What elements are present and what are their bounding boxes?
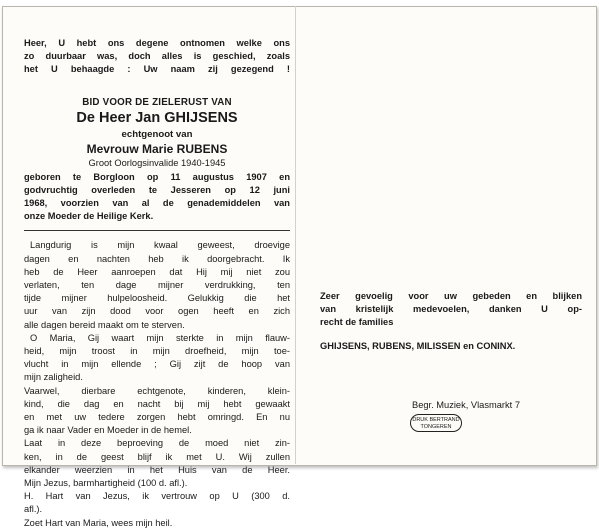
text-line: uur van zijn dood voor ogen heeft en zich [24,306,290,317]
prayer-line: zo duurbaar was, doch alles is geschied, zoals [24,51,290,62]
text-line: dagen en nachten heb ik doorgebracht. Ik [24,253,290,264]
text-line: mijn zaligheid. [24,372,83,383]
birth-line: geboren te Borgloon op 11 augustus 1907 en [24,171,290,182]
text-line: tijde mijner hulpeloosheid. Gelukkig die het [24,293,290,304]
right-panel [320,290,582,353]
divider [24,230,290,231]
text-line: verlaten, ten dage mijner verdrukking, ten [24,280,290,291]
spouse-name: Mevrouw Marie RUBENS [86,141,228,156]
text-line: elkander weerzien in het Huis van de Heer. [24,464,290,475]
deceased-name: De Heer Jan GHIJSENS [76,109,238,126]
birth-line: godvruchtig overleden te Jesseren op 12 juni [24,184,290,195]
prayer-line: het U behaagde : Uw naam zij gezegend ! [24,64,290,75]
text-line: vlucht in mijn ellende ; Gij zijt de hoop van [24,359,290,370]
memorial-header [24,97,290,168]
text-line: kind, die dag en nacht bij mij hebt gewaakt [24,398,290,409]
memorial-text [24,239,290,529]
birth-death-details [24,171,290,224]
text-line: heid, mijn troost in mijn droefheid, mijn toe- [24,346,290,357]
left-panel [24,37,290,530]
spouse-label: echtgenoot van [121,128,193,140]
text-line: Zoet Hart van Maria, wees mijn heil. [24,517,173,528]
stamp-line: DRUK BERTRAND [412,417,460,423]
family-names: GHIJSENS, RUBENS, MILISSEN en CONINX. [320,340,516,351]
text-line: Vaarwel, dierbare echtgenote, kinderen, klein- [24,385,290,396]
text-line: ken, in de geest blijf ik met U. Wij zullen [24,451,290,462]
text-line: Laat in deze beproeving de moed niet zin- [24,438,290,449]
text-line: H. Hart van Jezus, ik vertrouw op U (300 d. [24,491,290,502]
thanks-line: van kristelijk medevoelen, danken U op- [320,304,582,315]
thanks-line: recht de families [320,317,394,328]
text-line: alle dagen bereid maakt om te sterven. [24,319,185,330]
deceased-title: Groot Oorlogsinvalide 1940-1945 [88,157,226,168]
prayer-line: Heer, U hebt ons degene ontnomen welke ons [24,38,290,48]
printer-stamp [410,414,462,432]
opening-prayer [24,37,290,77]
text-line: en met uw tedere zorgen hebt omringd. En nu [24,412,290,423]
text-line: afl.). [24,504,43,515]
bid-heading: BID VOOR DE ZIELERUST VAN [82,96,232,108]
card-fold-line [295,6,296,464]
text-line: Mijn Jezus, barmhartigheid (100 d. afl.). [24,478,188,489]
birth-line: 1968, voorzien van al de genademiddelen van [24,198,290,209]
text-line: ga ik naar Vader en Moeder in de hemel. [24,425,192,436]
birth-line: onze Moeder de Heilige Kerk. [24,211,154,222]
stamp-line: TONGEREN [420,424,452,430]
text-line: Langdurig is mijn kwaal geweest, droevige [30,240,290,251]
thanks-message [320,290,582,330]
thanks-line: Zeer gevoelig voor uw gebeden en blijken [320,291,582,301]
text-line: O Maria, Gij waart mijn sterkte in mijn flauw- [30,332,290,343]
text-line: heb de Heer aanroepen dat Hij mij niet zou [24,266,290,277]
printer-name: Begr. Muziek, Vlasmarkt 7 [412,400,520,410]
